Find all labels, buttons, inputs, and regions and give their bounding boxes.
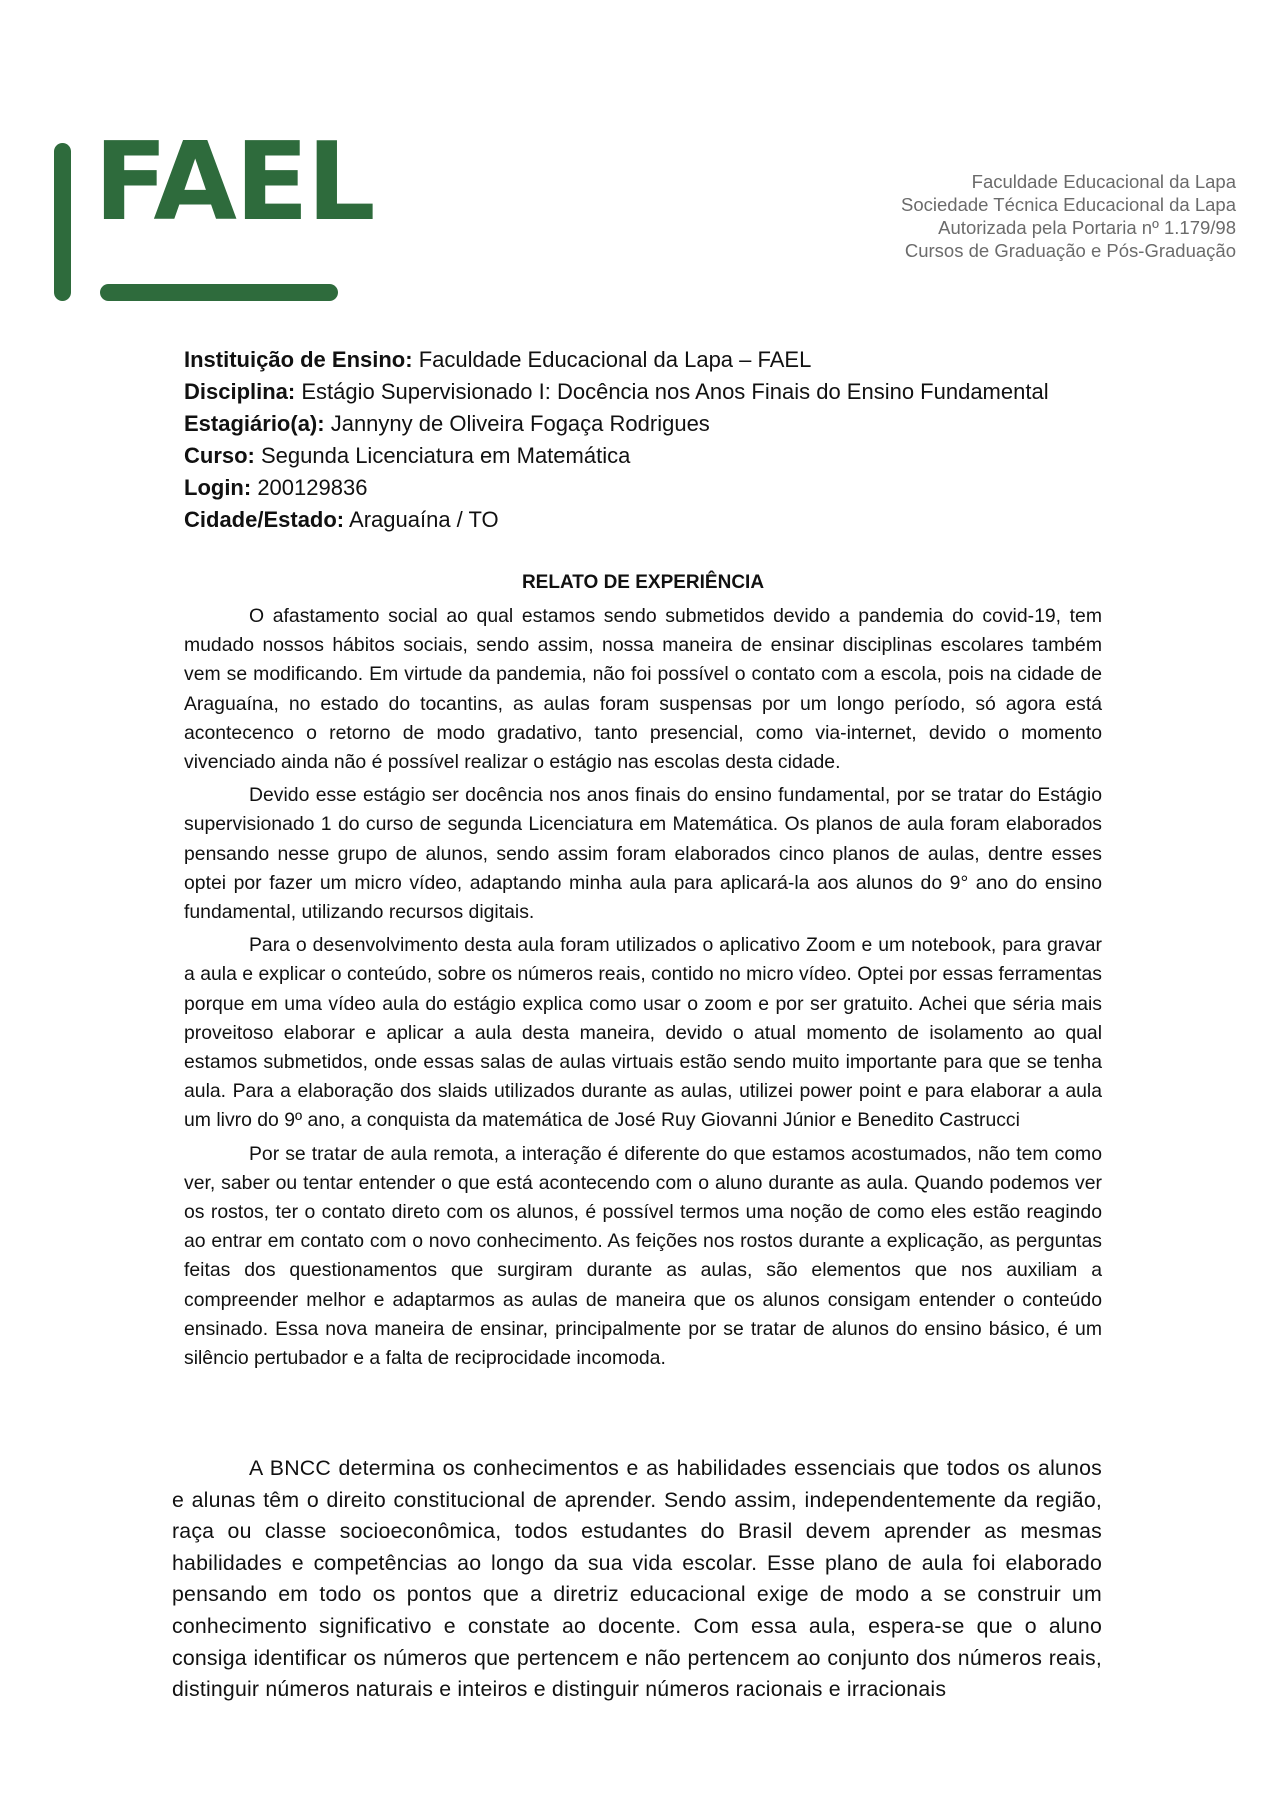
info-row-intern [184,408,1049,440]
info-label: Estagiário(a): [184,411,325,436]
logo-vertical-bar [54,143,71,301]
info-label: Curso: [184,443,255,468]
report-title: RELATO DE EXPERIÊNCIA [521,572,765,593]
info-value: 200129836 [251,475,368,500]
info-value: Estágio Supervisionado I: Docência nos Anos Finais do Ensino Fundamental [295,379,1049,404]
report-body-final [172,1453,1102,1706]
student-info [184,344,1049,536]
info-row-discipline [184,376,1049,408]
info-value: Segunda Licenciatura em Matemática [254,443,631,468]
logo-text: FAEL [94,120,374,245]
body-paragraph: Para o desenvolvimento desta aula foram utilizados o aplicativo Zoom e um notebook, para gravar a aula e explicar o conteúdo, sobre os números reais, contido no micro vídeo. Optei por essas ferramentas porque em uma vídeo aula do estágio explica como usar o zoom e por ser gratuito. Achei que séria mais proveitoso elaborar e aplicar a aula desta maneira, devido o atual momento de isolamento ao qual estamos submetidos, onde essas salas de aulas virtuais estão sendo muito importante para que se tenha aula. Para a elaboração dos slaids utilizados durante as aulas, utilizei power point e para elaborar a aula um livro do 9º ano, a conquista da matemática de José Ruy Giovanni Júnior e Benedito Castrucci [184,934,1102,1132]
info-label: Disciplina: [184,379,296,404]
body-paragraph: Devido esse estágio ser docência nos anos finais do ensino fundamental, por se tratar do Estágio supervisionado 1 do curso de segunda Licenciatura em Matemática. Os planos de aula foram elaborados pensando nesse grupo de alunos, sendo assim foram elaborados cinco planos de aulas, dentre esses optei por fazer um micro vídeo, adaptando minha aula para aplicará-la aos alunos do 9° ano do ensino fundamental, utilizando recursos digitais. [184,784,1102,924]
institution-line: Autorizada pela Portaria nº 1.179/98 [938,217,1236,238]
info-value: Faculdade Educacional da Lapa – FAEL [412,347,812,372]
info-label: Login: [184,475,252,500]
body-paragraph: Por se tratar de aula remota, a interação é diferente do que estamos acostumados, não tem como ver, saber ou tentar entender o que está acontecendo com o aluno durante as aula. Quando podemos ver os rostos, ter o contato direto com os alunos, é possível termos uma noção de como eles estão reagindo ao entrar em contato com o novo conhecimento. As feições nos rostos durante a explicação, as perguntas feitas dos questionamentos que surgiram durante as aulas, são elementos que nos auxiliam a compreender melhor e adaptarmos as aulas de maneira que os alunos consigam entender o conteúdo ensinado. Essa nova maneira de ensinar, principalmente por se tratar de alunos do ensino básico, é um silêncio pertubador e a falta de reciprocidade incomoda. [184,1142,1102,1370]
report-body [184,602,1102,1377]
info-value: Jannyny de Oliveira Fogaça Rodrigues [324,411,710,436]
institution-line: Faculdade Educacional da Lapa [971,171,1236,192]
info-row-login [184,472,1049,504]
info-label: Cidade/Estado: [184,507,345,532]
info-value: Araguaína / TO [344,507,499,532]
info-row-institution [184,344,1049,376]
final-paragraph: A BNCC determina os conhecimentos e as habilidades essenciais que todos os alunos e alunas têm o direito constitucional de aprender. Sendo assim, independentemente da região, raça ou classe socioeconômica, todos estudantes do Brasil devem aprender as mesmas habilidades e competências ao longo da sua vida escolar. Esse plano de aula foi elaborado pensando em todo os pontos que a diretriz educacional exige de modo a se construir um conhecimento significativo e constate ao docente. Com essa aula, espera-se que o aluno consiga identificar os números que pertencem e não pertencem ao conjunto dos números reais, distinguir números naturais e inteiros e distinguir números racionais e irracionais [172,1456,1102,1702]
fael-logo [54,120,374,303]
institution-line: Sociedade Técnica Educacional da Lapa [901,194,1236,215]
body-paragraph: O afastamento social ao qual estamos sendo submetidos devido a pandemia do covid-19, tem mudado nossos hábitos sociais, sendo assim, nossa maneira de ensinar disciplinas escolares também vem se modificando. Em virtude da pandemia, não foi possível o contato com a escola, pois na cidade de Araguaína, no estado do tocantins, as aulas foram suspensas por um longo período, só agora está acontecenco o retorno de modo gradativo, tanto presencial, como via-internet, devido o momento vivenciado ainda não é possível realizar o estágio nas escolas desta cidade. [184,605,1102,774]
institution-line: Cursos de Graduação e Pós-Graduação [904,240,1236,261]
info-row-city [184,504,1049,536]
logo-underline-bar [100,284,338,301]
info-label: Instituição de Ensino: [184,347,413,372]
info-row-course [184,440,1049,472]
institution-block [901,170,1236,262]
